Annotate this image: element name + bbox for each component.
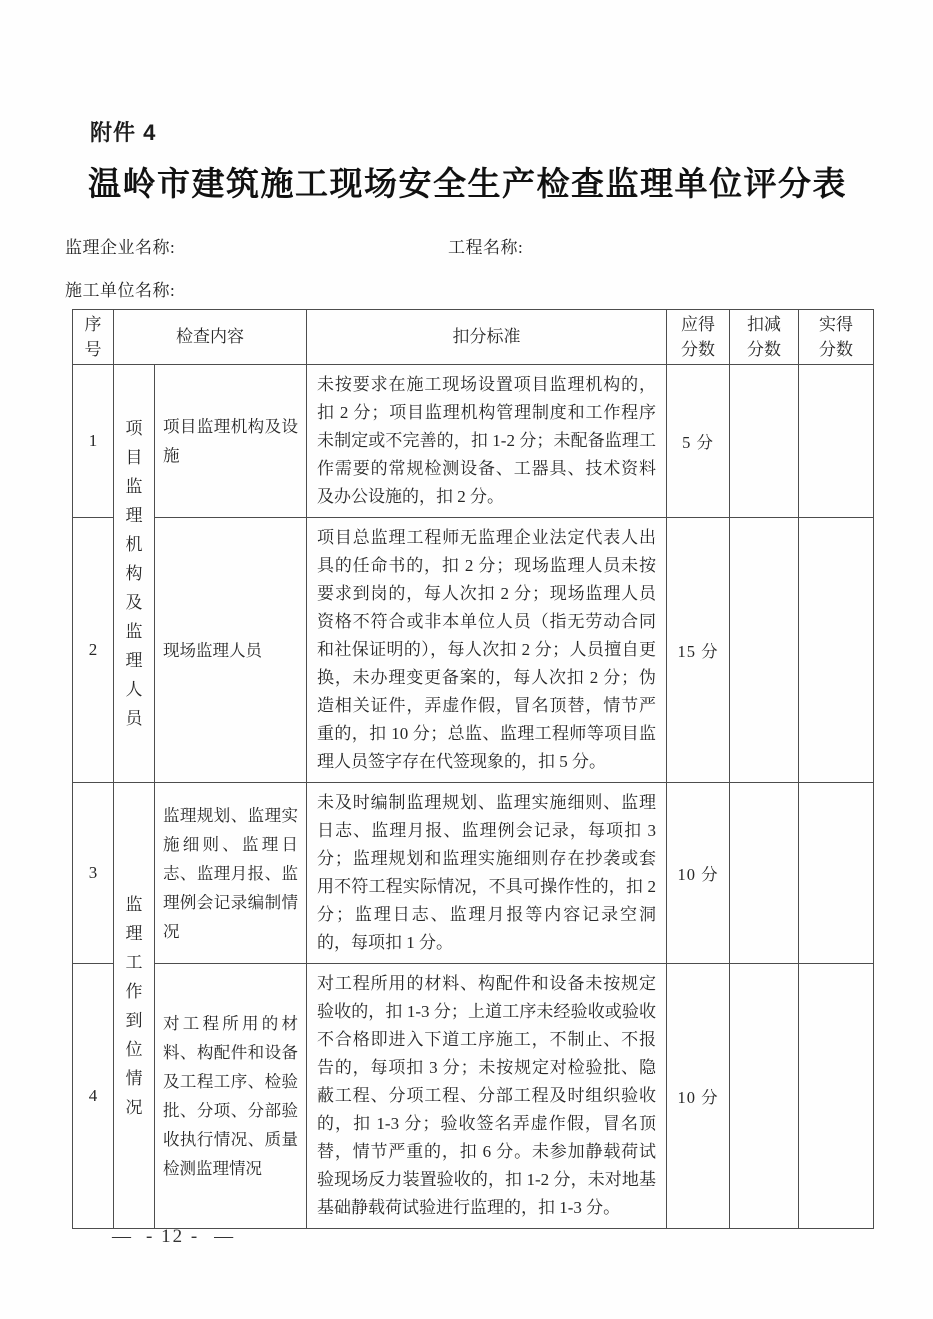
group-label-vertical: 项目监理机构及监理人员	[125, 419, 143, 728]
table-row	[73, 964, 874, 1229]
row-due-score: 10 分	[667, 964, 730, 1229]
header-content: 检查内容	[114, 310, 307, 365]
row-standard: 未及时编制监理规划、监理实施细则、监理日志、监理月报、监理例会记录，每项扣 3 分；监理规划和监理实施细则存在抄袭或套用不符工程实际情况，不具可操作性的，扣 2 分；监理日志、监理月报等内容记录空洞的，每项扣 1 分。	[307, 783, 667, 964]
row-actual-score	[799, 365, 874, 518]
row-deduct-score	[730, 518, 799, 783]
header-deduct-score: 扣减分数	[730, 310, 799, 365]
row-seq: 4	[73, 964, 114, 1229]
row-actual-score	[799, 518, 874, 783]
header-due-score: 应得分数	[667, 310, 730, 365]
row-standard: 项目总监理工程师无监理企业法定代表人出具的任命书的，扣 2 分；现场监理人员未按要求到岗的，每人次扣 2 分；现场监理人员资格不符合或非本单位人员（指无劳动合同和社保证明的），每人次扣 2 分；人员擅自更换，未办理变更备案的，每人次扣 2 分；伪造相关证件，弄虚作假，冒名顶替，情节严重的，扣 10 分；总监、监理工程师等项目监理人员签字存在代签现象的，扣 5 分。	[307, 518, 667, 783]
table-row	[73, 365, 874, 518]
page-title: 温岭市建筑施工现场安全生产检查监理单位评分表	[88, 167, 847, 203]
group-cell-supervision-work	[114, 783, 155, 1229]
table-header-row	[73, 310, 874, 365]
footer-right-dash: —	[214, 1226, 234, 1247]
row-actual-score	[799, 783, 874, 964]
group-cell-supervision-org	[114, 365, 155, 783]
header-standard: 扣分标准	[307, 310, 667, 365]
row-seq: 1	[73, 365, 114, 518]
row-content: 现场监理人员	[155, 518, 307, 783]
row-due-score: 10 分	[667, 783, 730, 964]
row-deduct-score	[730, 365, 799, 518]
row-due-score: 15 分	[667, 518, 730, 783]
table-row	[73, 518, 874, 783]
attachment-label: 附件 4	[90, 120, 157, 145]
row-content: 对工程所用的材料、构配件和设备及工程工序、检验批、分项、分部验收执行情况、质量检测监理情况	[155, 964, 307, 1229]
field-supervision-company-label: 监理企业名称:	[65, 238, 176, 257]
table-row	[73, 783, 874, 964]
score-table	[72, 309, 874, 1229]
footer-left-dash: —	[112, 1226, 131, 1247]
row-actual-score	[799, 964, 874, 1229]
row-standard: 未按要求在施工现场设置项目监理机构的，扣 2 分；项目监理机构管理制度和工作程序未制定或不完善的，扣 1-2 分；未配备监理工作需要的常规检测设备、工器具、技术资料及办公设施的，扣 2 分。	[307, 365, 667, 518]
row-content: 监理规划、监理实施细则、监理日志、监理月报、监理例会记录编制情况	[155, 783, 307, 964]
header-actual-score: 实得分数	[799, 310, 874, 365]
row-content: 项目监理机构及设施	[155, 365, 307, 518]
group-label-vertical: 监理工作到位情况	[125, 894, 143, 1117]
row-seq: 3	[73, 783, 114, 964]
row-seq: 2	[73, 518, 114, 783]
page-footer	[112, 1226, 233, 1248]
field-construction-company-label: 施工单位名称:	[65, 281, 176, 300]
row-deduct-score	[730, 964, 799, 1229]
row-due-score: 5 分	[667, 365, 730, 518]
page-number: - 12 -	[146, 1226, 200, 1247]
header-seq: 序号	[73, 310, 114, 365]
row-standard: 对工程所用的材料、构配件和设备未按规定验收的，扣 1-3 分；上道工序未经验收或验收不合格即进入下道工序施工，不制止、不报告的，每项扣 3 分；未按规定对检验批、隐蔽工程、分项工程、分部工程及时组织验收的，扣 1-3 分；验收签名弄虚作假，冒名顶替，情节严重的，扣 6 分。未参加静载荷试验现场反力装置验收的，扣 1-2 分，未对地基基础静载荷试验进行监理的，扣 1-3 分。	[307, 964, 667, 1229]
field-project-name-label: 工程名称:	[448, 238, 524, 257]
row-deduct-score	[730, 783, 799, 964]
